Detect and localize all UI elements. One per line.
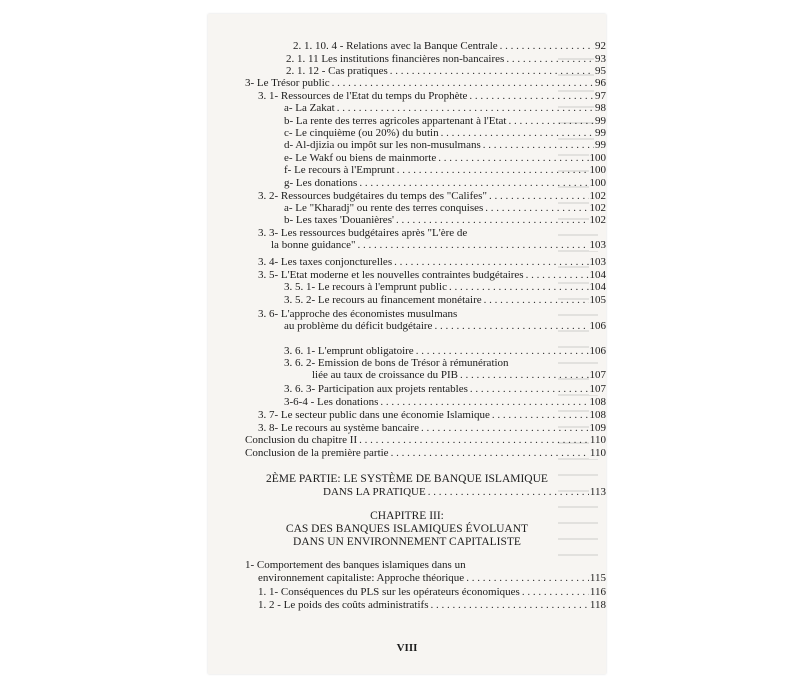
page-number: 106 xyxy=(589,345,606,357)
toc-entry xyxy=(258,586,606,598)
toc-entry xyxy=(284,320,606,332)
toc-entry-label: c- Le cinquième (ou 20%) du butin xyxy=(284,127,439,139)
toc-entry-label: 3. 5- L'Etat moderne et les nouvelles contraintes budgétaires xyxy=(258,269,524,281)
leader-dots xyxy=(508,115,594,127)
toc-entry-label: 3. 4- Les taxes conjoncturelles xyxy=(258,256,393,268)
toc-entry xyxy=(284,345,606,357)
chapter-title-line1: CAS DES BANQUES ISLAMIQUES ÉVOLUANT xyxy=(285,523,529,535)
folio-page-number: VIII xyxy=(396,642,418,654)
leader-dots xyxy=(390,65,594,77)
leader-dots xyxy=(489,190,589,202)
toc-entry-label: g- Les donations xyxy=(284,177,358,189)
leader-dots xyxy=(522,586,589,598)
leader-dots xyxy=(358,239,589,251)
page-number: 107 xyxy=(589,369,606,381)
toc-entry-label: a- La Zakat xyxy=(284,102,335,114)
page-number: 100 xyxy=(589,164,606,176)
page-number: 102 xyxy=(589,190,606,202)
toc-entry-label: b- La rente des terres agricoles appartenant à l'Etat xyxy=(284,115,507,127)
leader-dots xyxy=(380,396,588,408)
toc-entry xyxy=(258,269,606,281)
chapter-title-line2: DANS UN ENVIRONNEMENT CAPITALISTE xyxy=(293,536,521,548)
leader-dots xyxy=(483,139,594,151)
toc-entry-label: 3. 7- Le secteur public dans une économie Islamique xyxy=(258,409,490,421)
book-page xyxy=(208,14,606,674)
toc-entry xyxy=(284,177,606,189)
page-number: 105 xyxy=(589,294,606,306)
leader-dots xyxy=(469,90,594,102)
toc-entry-label: b- Les taxes 'Douanières' xyxy=(284,214,394,226)
chapter-label: CHAPITRE III: xyxy=(370,510,444,522)
toc-entry xyxy=(284,202,606,214)
leader-dots xyxy=(485,202,588,214)
leader-dots xyxy=(396,214,589,226)
leader-dots xyxy=(506,53,594,65)
toc-entry xyxy=(271,239,606,251)
toc-entry xyxy=(284,115,606,127)
leader-dots xyxy=(449,281,589,293)
part-heading xyxy=(208,473,606,486)
page-number: 99 xyxy=(595,139,606,151)
leader-dots xyxy=(391,447,589,459)
leader-dots xyxy=(416,345,589,357)
toc-entry-label: 3-6-4 - Les donations xyxy=(284,396,379,408)
page-number: 99 xyxy=(595,127,606,139)
page-number: 100 xyxy=(589,177,606,189)
toc-entry xyxy=(284,139,606,151)
page-number: 118 xyxy=(589,599,606,611)
page-number: 99 xyxy=(595,115,606,127)
toc-entry xyxy=(284,294,606,306)
part-title-line2: DANS LA PRATIQUE xyxy=(323,486,426,498)
page-number: 95 xyxy=(595,65,606,77)
leader-dots xyxy=(359,434,589,446)
toc-entry-label: 1. 2 - Le poids des coûts administratifs xyxy=(258,599,429,611)
toc-entry-line1: 3. 6. 2- Emission de bons de Trésor à rémunération xyxy=(284,357,509,369)
leader-dots xyxy=(434,320,588,332)
toc-entry xyxy=(258,599,606,611)
leader-dots xyxy=(526,269,589,281)
toc-entry xyxy=(245,447,606,459)
toc-entry-label: la bonne guidance" xyxy=(271,239,356,251)
page-number: 106 xyxy=(589,320,606,332)
leader-dots xyxy=(359,177,588,189)
leader-dots xyxy=(500,40,594,52)
toc-entry-label: 3. 5. 1- Le recours à l'emprunt public xyxy=(284,281,447,293)
page-number: 102 xyxy=(589,202,606,214)
page-number: 103 xyxy=(589,256,606,268)
leader-dots xyxy=(428,486,589,498)
page-number: 104 xyxy=(589,269,606,281)
page-number: 110 xyxy=(589,434,606,446)
toc-entry-line1: 3. 3- Les ressources budgétaires après "L'ère de xyxy=(258,227,468,239)
toc-entry xyxy=(258,190,606,202)
leader-dots xyxy=(421,422,589,434)
part-title-line1: 2ÈME PARTIE: LE SYSTÈME DE BANQUE ISLAMIQUE xyxy=(266,473,548,485)
toc-entry-label: 3. 6. 3- Participation aux projets rentables xyxy=(284,383,468,395)
page-number: 97 xyxy=(595,90,606,102)
toc-entry xyxy=(284,281,606,293)
toc-entry xyxy=(286,53,606,65)
page-number: 96 xyxy=(595,77,606,89)
toc-entry xyxy=(284,102,606,114)
toc-entry-label: au problème du déficit budgétaire xyxy=(284,320,433,332)
leader-dots xyxy=(430,599,588,611)
page-number: 100 xyxy=(589,152,606,164)
toc-entry xyxy=(293,40,606,52)
toc-entry-label: liée au taux de croissance du PIB xyxy=(312,369,459,381)
toc-entry-label: 2. 1. 10. 4 - Relations avec la Banque Centrale xyxy=(293,40,498,52)
leader-dots xyxy=(466,572,589,584)
toc-entry-line1: 1- Comportement des banques islamiques dans un xyxy=(245,559,466,571)
page-number: 110 xyxy=(589,447,606,459)
page-number: 92 xyxy=(595,40,606,52)
toc-entry-label: 3. 8- Le recours au système bancaire xyxy=(258,422,419,434)
page-number: 93 xyxy=(595,53,606,65)
leader-dots xyxy=(484,294,589,306)
toc-entry xyxy=(284,214,606,226)
toc-entry-label: 3. 6. 1- L'emprunt obligatoire xyxy=(284,345,414,357)
toc-entry-label: 2. 1. 12 - Cas pratiques xyxy=(286,65,388,77)
leader-dots xyxy=(394,256,588,268)
chapter-heading xyxy=(208,510,606,549)
leader-dots xyxy=(332,77,594,89)
toc-entry xyxy=(245,434,606,446)
toc-entry-label: Conclusion de la première partie xyxy=(245,447,389,459)
page-number: 108 xyxy=(589,409,606,421)
toc-entry-label: f- Le recours à l'Emprunt xyxy=(284,164,395,176)
leader-dots xyxy=(397,164,589,176)
toc-entry xyxy=(284,396,606,408)
toc-entry-label: 3. 5. 2- Le recours au financement monétaire xyxy=(284,294,482,306)
toc-entry xyxy=(245,77,606,89)
leader-dots xyxy=(337,102,594,114)
toc-entry xyxy=(258,422,606,434)
page-number: 103 xyxy=(589,239,606,251)
leader-dots xyxy=(470,383,589,395)
page-number: 109 xyxy=(589,422,606,434)
leader-dots xyxy=(460,369,588,381)
page-number: 116 xyxy=(589,586,606,598)
toc-entry-label: a- Le "Kharadj" ou rente des terres conquises xyxy=(284,202,484,214)
toc-entry xyxy=(284,152,606,164)
toc-entry-label: 3. 2- Ressources budgétaires du temps des "Califes" xyxy=(258,190,487,202)
toc-entry xyxy=(312,369,606,381)
toc-entry xyxy=(284,383,606,395)
page-number: 108 xyxy=(589,396,606,408)
page-number: 102 xyxy=(589,214,606,226)
toc-entry xyxy=(286,65,606,77)
toc-entry xyxy=(284,164,606,176)
toc-entry-label: e- Le Wakf ou biens de mainmorte xyxy=(284,152,437,164)
toc-entry-label: 3- Le Trésor public xyxy=(245,77,330,89)
page-number: 107 xyxy=(589,383,606,395)
toc-entry xyxy=(258,90,606,102)
leader-dots xyxy=(438,152,588,164)
toc-entry-label: Conclusion du chapitre II xyxy=(245,434,358,446)
toc-entry-label: 3. 1- Ressources de l'Etat du temps du Prophète xyxy=(258,90,468,102)
part-entry xyxy=(323,486,606,498)
toc-entry-label: 2. 1. 11 Les institutions financières non-bancaires xyxy=(286,53,505,65)
toc-entry: environnement capitaliste: Approche théorique . . . 115 xyxy=(258,572,606,584)
toc-entry-line1: 3. 6- L'approche des économistes musulmans xyxy=(258,308,458,320)
leader-dots xyxy=(441,127,594,139)
toc-entry xyxy=(284,127,606,139)
toc-entry-label: 1. 1- Conséquences du PLS sur les opérateurs économiques xyxy=(258,586,520,598)
page-number: 104 xyxy=(589,281,606,293)
page-number: 115 xyxy=(589,572,606,584)
toc-entry-label: d- Al-djizia ou impôt sur les non-musulmans xyxy=(284,139,481,151)
toc-entry xyxy=(258,256,606,268)
leader-dots xyxy=(492,409,589,421)
page-number: 113 xyxy=(589,486,606,498)
toc-entry xyxy=(258,409,606,421)
page-number: 98 xyxy=(595,102,606,114)
